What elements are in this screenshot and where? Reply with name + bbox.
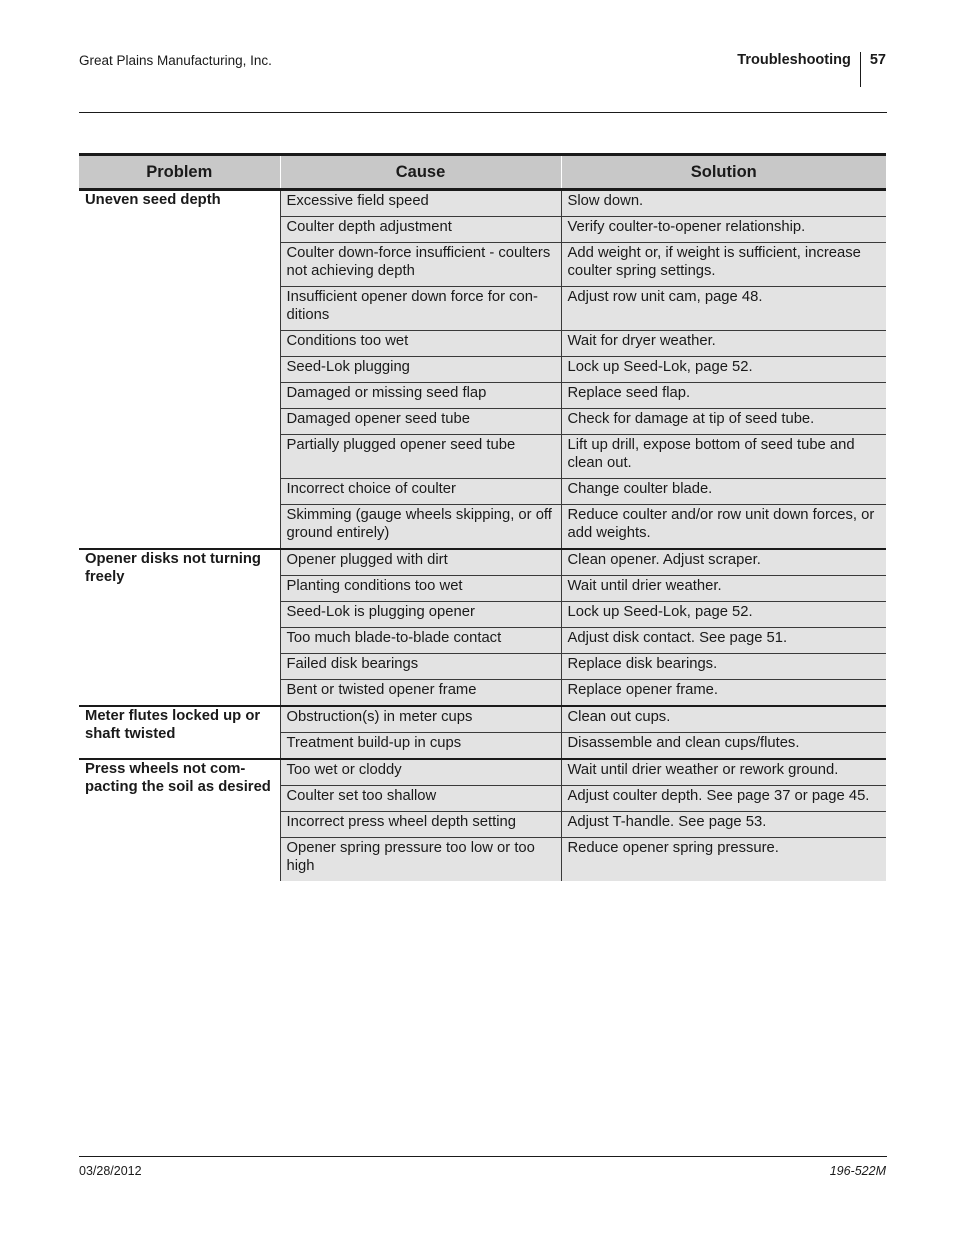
solution-cell: Adjust disk contact. See page 51. bbox=[561, 628, 886, 654]
solution-cell: Lift up drill, expose bottom of seed tube and clean out. bbox=[561, 435, 886, 479]
solution-cell: Lock up Seed-Lok, page 52. bbox=[561, 357, 886, 383]
table-header bbox=[79, 155, 886, 190]
cause-cell: Damaged or missing seed flap bbox=[280, 383, 561, 409]
solution-cell: Change coulter blade. bbox=[561, 479, 886, 505]
page-number: 57 bbox=[869, 52, 886, 68]
footer-rule bbox=[79, 1156, 887, 1157]
company-name: Great Plains Manufacturing, Inc. bbox=[79, 53, 272, 68]
table-body bbox=[79, 190, 886, 882]
solution-cell: Check for damage at tip of seed tube. bbox=[561, 409, 886, 435]
cause-cell: Conditions too wet bbox=[280, 331, 561, 357]
cause-cell: Skimming (gauge wheels skipping, or off ground entirely) bbox=[280, 505, 561, 550]
cause-cell: Planting conditions too wet bbox=[280, 576, 561, 602]
table-row bbox=[79, 190, 886, 217]
solution-cell: Add weight or, if weight is sufficient, increase coulter spring settings. bbox=[561, 243, 886, 287]
cause-cell: Treatment build-up in cups bbox=[280, 733, 561, 760]
cause-cell: Partially plugged opener seed tube bbox=[280, 435, 561, 479]
solution-cell: Reduce coulter and/or row unit down forces, or add weights. bbox=[561, 505, 886, 550]
cause-cell: Coulter depth adjustment bbox=[280, 217, 561, 243]
solution-cell: Reduce opener spring pressure. bbox=[561, 838, 886, 882]
problem-cell: Uneven seed depth bbox=[79, 190, 280, 550]
cause-cell: Obstruction(s) in meter cups bbox=[280, 706, 561, 733]
table-row bbox=[79, 759, 886, 786]
table-row bbox=[79, 706, 886, 733]
cause-cell: Bent or twisted opener frame bbox=[280, 680, 561, 707]
solution-cell: Wait until drier weather. bbox=[561, 576, 886, 602]
problem-cell: Meter flutes locked up or shaft twisted bbox=[79, 706, 280, 759]
column-header-solution: Solution bbox=[561, 155, 886, 190]
solution-cell: Clean opener. Adjust scraper. bbox=[561, 549, 886, 576]
solution-cell: Adjust row unit cam, page 48. bbox=[561, 287, 886, 331]
solution-cell: Replace seed flap. bbox=[561, 383, 886, 409]
solution-cell: Replace disk bearings. bbox=[561, 654, 886, 680]
column-header-problem: Problem bbox=[79, 155, 280, 190]
cause-cell: Opener spring pressure too low or too high bbox=[280, 838, 561, 882]
solution-cell: Clean out cups. bbox=[561, 706, 886, 733]
section-title: Troubleshooting bbox=[737, 52, 851, 68]
cause-cell: Too much blade-to-blade contact bbox=[280, 628, 561, 654]
cause-cell: Seed-Lok is plugging opener bbox=[280, 602, 561, 628]
cause-cell: Excessive field speed bbox=[280, 190, 561, 217]
solution-cell: Wait for dryer weather. bbox=[561, 331, 886, 357]
running-header bbox=[737, 52, 886, 87]
solution-cell: Adjust coulter depth. See page 37 or page 45. bbox=[561, 786, 886, 812]
cause-cell: Incorrect choice of coulter bbox=[280, 479, 561, 505]
footer-doc-number: 196-522M bbox=[829, 1164, 886, 1178]
problem-cell: Press wheels not com-pacting the soil as desired bbox=[79, 759, 280, 881]
solution-cell: Disassemble and clean cups/flutes. bbox=[561, 733, 886, 760]
solution-cell: Verify coulter-to-opener relationship. bbox=[561, 217, 886, 243]
solution-cell: Adjust T-handle. See page 53. bbox=[561, 812, 886, 838]
solution-cell: Wait until drier weather or rework ground. bbox=[561, 759, 886, 786]
cause-cell: Insufficient opener down force for con-ditions bbox=[280, 287, 561, 331]
cause-cell: Too wet or cloddy bbox=[280, 759, 561, 786]
cause-cell: Opener plugged with dirt bbox=[280, 549, 561, 576]
solution-cell: Slow down. bbox=[561, 190, 886, 217]
cause-cell: Seed-Lok plugging bbox=[280, 357, 561, 383]
header-rule bbox=[79, 112, 887, 113]
cause-cell: Incorrect press wheel depth setting bbox=[280, 812, 561, 838]
cause-cell: Coulter down-force insufficient - coulters not achieving depth bbox=[280, 243, 561, 287]
footer-date: 03/28/2012 bbox=[79, 1164, 142, 1178]
troubleshooting-table bbox=[79, 153, 886, 881]
cause-cell: Damaged opener seed tube bbox=[280, 409, 561, 435]
column-header-cause: Cause bbox=[280, 155, 561, 190]
cause-cell: Coulter set too shallow bbox=[280, 786, 561, 812]
solution-cell: Replace opener frame. bbox=[561, 680, 886, 707]
problem-cell: Opener disks not turning freely bbox=[79, 549, 280, 706]
table-row bbox=[79, 549, 886, 576]
cause-cell: Failed disk bearings bbox=[280, 654, 561, 680]
solution-cell: Lock up Seed-Lok, page 52. bbox=[561, 602, 886, 628]
